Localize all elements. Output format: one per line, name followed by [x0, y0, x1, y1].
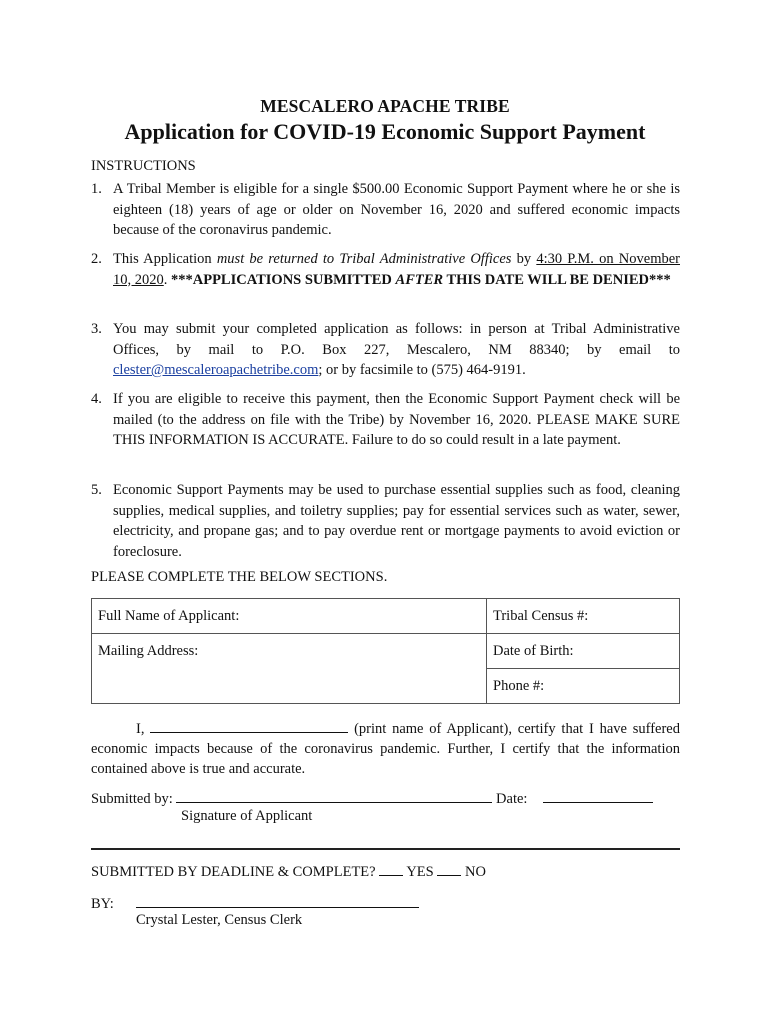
item-number: 3. [91, 321, 102, 337]
deadline-text: 4:30 P.M. on November 10, 2020 [113, 251, 680, 288]
text-segment: (print name of Applicant), certify that I have suffered economic impacts because of the coronavirus pandemic. Further, I certify that the information contained above is true and accurate. [91, 721, 680, 777]
text-segment: . [163, 271, 171, 288]
text-segment: I, [136, 721, 151, 737]
organization-name: MESCALERO APACHE TRIBE [260, 96, 510, 116]
item-text [113, 319, 680, 381]
instruction-item-1 [91, 179, 680, 241]
emphasis-text: must be returned to Tribal Administrative Offices [216, 251, 512, 267]
deadline-check-line [91, 861, 486, 881]
item-number: 4. [91, 391, 102, 407]
no-blank[interactable] [437, 861, 461, 876]
deadline-question: SUBMITTED BY DEADLINE & COMPLETE? [91, 864, 380, 880]
mailing-address-field[interactable] [92, 634, 487, 704]
warning-segment: ***APPLICATIONS SUBMITTED [171, 271, 396, 288]
full-name-field[interactable] [92, 599, 487, 634]
field-label: Tribal Census #: [493, 608, 589, 624]
field-label: Phone #: [493, 678, 545, 694]
denial-warning [171, 272, 671, 288]
text-segment: by [511, 251, 537, 267]
date-of-birth-field[interactable] [487, 634, 680, 669]
no-label: NO [461, 864, 486, 880]
item-text: A Tribal Member is eligible for a single $500.00 Economic Support Payment where he or she is eighteen (18) years of age or older on November 16, 2020 and suffered economic impacts because of the coronavirus pandemic. [113, 181, 680, 238]
instruction-item-5 [91, 480, 680, 562]
submitted-by-label: Submitted by: [91, 791, 177, 807]
clerk-signature-blank[interactable] [136, 893, 419, 908]
date-blank[interactable] [543, 788, 653, 803]
phone-field[interactable] [487, 669, 680, 704]
section-divider [91, 848, 680, 850]
date-label: Date: [492, 791, 532, 807]
clerk-name: Crystal Lester, Census Clerk [136, 912, 303, 928]
instructions-heading: INSTRUCTIONS [91, 158, 196, 174]
page-title: Application for COVID-19 Economic Support Payment [124, 119, 646, 144]
item-text: Economic Support Payments may be used to purchase essential supplies such as food, cleaning supplies, medical supplies, and toiletry supplies; pay for essential services such as water, sewer, electricity, and propane gas; and to pay overdue rent or mortgage payments to avoid eviction or foreclosure. [113, 482, 680, 560]
applicant-info-table [91, 598, 680, 704]
instruction-item-3 [91, 319, 680, 381]
warning-emphasis: AFTER [395, 271, 444, 288]
text-segment: This Application [113, 251, 217, 267]
field-label: Full Name of Applicant: [98, 608, 240, 624]
instruction-item-2 [91, 249, 680, 290]
email-link[interactable]: clester@mescaleroapachetribe.com [113, 362, 319, 378]
item-text [113, 249, 680, 290]
by-label: BY: [91, 896, 114, 912]
yes-blank[interactable] [379, 861, 403, 876]
field-label: Date of Birth: [493, 643, 574, 659]
field-label: Mailing Address: [98, 643, 199, 659]
text-segment: You may submit your completed application as follows: in person at Tribal Administrative Offices, by mail to P.O. Box 227, Mescalero, NM 88340; by email to [113, 321, 680, 358]
signature-label: Signature of Applicant [181, 808, 313, 824]
instruction-item-4 [91, 389, 680, 451]
item-number: 1. [91, 181, 102, 197]
print-name-blank[interactable] [150, 718, 348, 733]
census-number-field[interactable] [487, 599, 680, 634]
text-segment: ; or by facsimile to (575) 464-9191. [318, 362, 526, 378]
submission-line [91, 788, 653, 808]
warning-segment: THIS DATE WILL BE DENIED*** [443, 271, 671, 288]
item-number: 5. [91, 482, 102, 498]
yes-label: YES [403, 864, 438, 880]
form-prompt: PLEASE COMPLETE THE BELOW SECTIONS. [91, 569, 388, 585]
certification-statement [91, 718, 680, 779]
signature-blank[interactable] [176, 788, 492, 803]
clerk-signature-line [91, 893, 419, 913]
item-text: If you are eligible to receive this payment, then the Economic Support Payment check will be mailed (to the address on file with the Tribe) by November 16, 2020. PLEASE MAKE SURE THIS INFORMATION IS ACCURATE. Failure to do so could result in a late payment. [113, 391, 680, 448]
item-number: 2. [91, 251, 102, 267]
